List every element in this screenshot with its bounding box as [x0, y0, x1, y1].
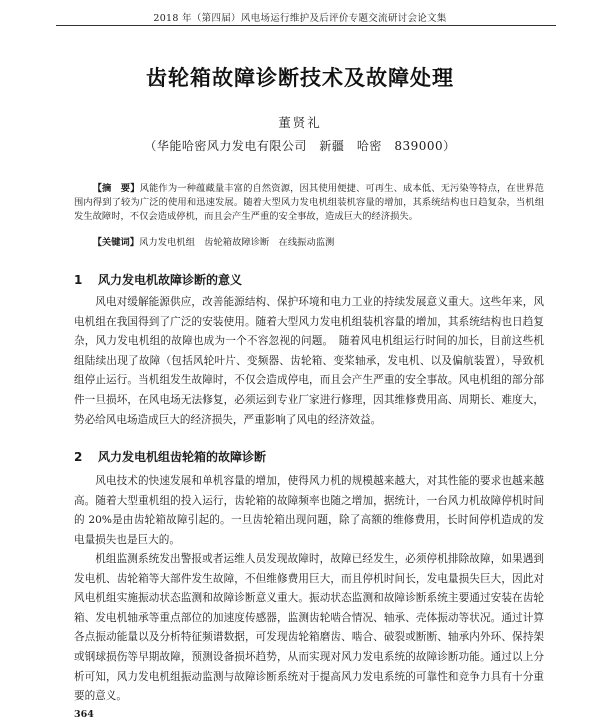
keywords-tag: 【关键词】	[92, 237, 140, 248]
paper-title: 齿轮箱故障诊断技术及故障处理	[146, 66, 454, 90]
section-title: 风力发电机组齿轮箱的故障诊断	[98, 450, 267, 464]
running-head: 2018 年（第四届）风电场运行维护及后评价专题交流研讨会论文集	[153, 13, 447, 24]
section-2-paragraph-2: 机组监测系统发出警报或者运维人员发现故障时，故障已经发生，必须停机排除故障，如果遇到发电机、齿轮箱等大部件发生故障，不但维修费用巨大，而且停机时间长，发电量损失巨大，因此对风电机组实施振动状态监测和故障诊断意义重大。振动状态监测和故障诊断系统主要通过安装在齿轮箱、发电机轴承等重点部位的加速度传感器，监测齿轮啮合情况、轴承、壳体振动等状况。通过计算各点振动能量以及分析特征频谱数据，可发现齿轮箱磨齿、啮合、破裂或断断、轴承内外环、保持架或钢球损伤等早期故障，预测设备损坏趋势，从而实现对风力发电系统的故障诊断功能。通过以上分析可知，风力发电机组振动监测与故障诊断系统对于提高风力发电系统的可靠性和竞争力具有十分重要的意义。	[74, 553, 544, 703]
section-2-heading	[74, 448, 266, 465]
section-title: 风力发电机故障诊断的意义	[98, 273, 243, 287]
page-number: 364	[74, 709, 94, 720]
abstract-text: 风能作为一种蕴藏量丰富的自然资源，因其使用便捷、可再生、成本低、无污染等特点，在世界范围内得到了较为广泛的使用和迅速发展。随着大型风力发电机组装机容量的增加，其系统结构也日趋复杂，当机组发生故障时，不仅会造成停机，而且会产生严重的安全事故，造成巨大的经济损失。	[74, 183, 544, 222]
keywords-text: 风力发电机组 齿轮箱故障诊断 在线振动监测	[139, 237, 335, 248]
section-1-heading	[74, 271, 242, 288]
keywords	[74, 236, 544, 250]
abstract-tag: 【摘 要】	[92, 183, 140, 194]
section-1-paragraph: 风电对缓解能源供应，改善能源结构、保护环境和电力工业的持续发展意义重大。这些年来，风电机组在我国得到了广泛的安装使用。随着大型风力发电机组装机容量的增加，其系统结构也日趋复杂，风力发电机组的故障也成为一个不容忽视的问题。 随着风电机组运行时间的加长，目前这些机组陆续出现了故障（包括风轮叶片、变频器、齿轮箱、变桨轴承，发电机、以及偏航装置），导致机组停止运行。当机组发生故障时，不仅会造成停电，而且会产生严重的安全事故。风电机组的部分部件一旦损坏，在风电场无法修复，必须运到专业厂家进行修理，因其维修费用高、周期长、难度大，势必给风电场造成巨大的经济损失，严重影响了风电的经济效益。	[74, 296, 544, 426]
section-number: 2	[74, 450, 83, 464]
author-name: 董贤礼	[278, 115, 322, 130]
abstract	[74, 182, 544, 224]
header-rule	[56, 25, 556, 26]
section-number: 1	[74, 273, 83, 287]
author-affiliation: （华能哈密风力发电有限公司 新疆 哈密 839000）	[144, 139, 456, 153]
section-2-paragraph-1: 风电技术的快速发展和单机容量的增加，使得风力机的规模越来越大，对其性能的要求也越来越高。随着大型重机组的投入运行，齿轮箱的故障频率也随之增加，据统计，一台风力机故障停机时间的 20%是由齿轮箱故障引起的。一旦齿轮箱出现问题，除了高额的维修费用，长时间停机造成的发电量损失也是巨大的。	[74, 475, 544, 546]
